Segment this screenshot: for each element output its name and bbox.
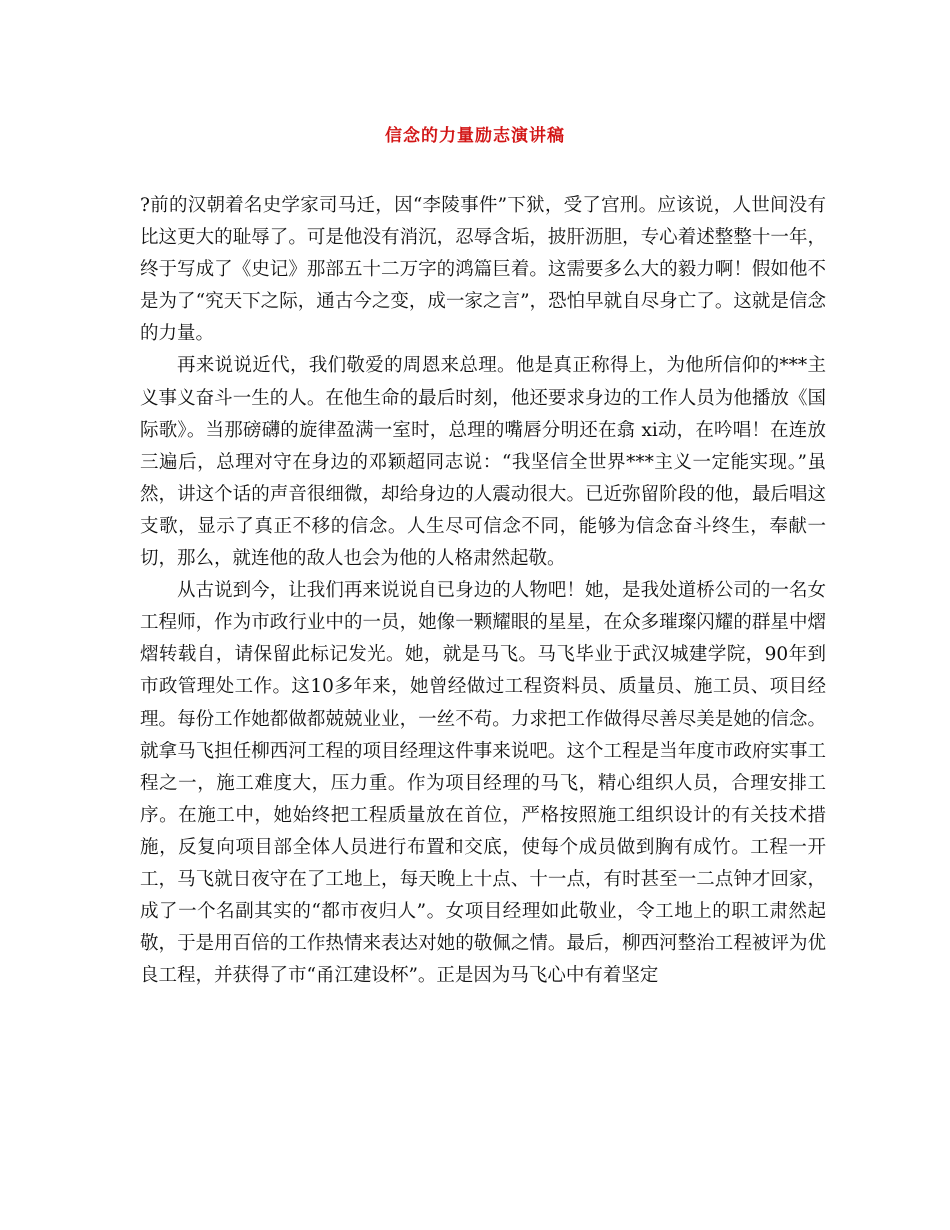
paragraph-2: 再来说说近代，我们敬爱的周恩来总理。他是真正称得上，为他所信仰的***主义事义奋斗一生的人。在他生命的最后时刻，他还要求身边的工作人员为他播放《国际歌》。当那磅礴的旋律盈满一室时，总理的嘴唇分明还在翕 xi动，在吟唱！在连放三遍后，总理对守在身边的邓颖超同志说：“我坚信全世界***主义一定能实现。”虽然，讲这个话的声音很细微，却给身边的人震动很大。已近弥留阶段的他，最后唱这支歌，显示了真正不移的信念。人生尽可信念不同，能够为信念奋斗终生，奉献一切，那么，就连他的敌人也会为他的人格肃然起敬。	[140, 355, 826, 570]
document-title: 信念的力量励志演讲稿	[385, 126, 565, 146]
paragraph-3: 从古说到今，让我们再来说说自已身边的人物吧！她，是我处道桥公司的一名女工程师，作为市政行业中的一员，她像一颗耀眼的星星，在众多璀璨闪耀的群星中熠熠转载自，请保留此标记发光。她，就是马飞。马飞毕业于武汉城建学院，90年到市政管理处工作。这10多年来，她曾经做过工程资料员、质量员、施工员、项目经理。每份工作她都做都兢兢业业，一丝不苟。力求把工作做得尽善尽美是她的信念。就拿马飞担任柳西河工程的项目经理这件事来说吧。这个工程是当年度市政府实事工程之一，施工难度大，压力重。作为项目经理的马飞，精心组织人员，合理安排工序。在施工中，她始终把工程质量放在首位，严格按照施工组织设计的有关技术措施，反复向项目部全体人员进行布置和交底，使每个成员做到胸有成竹。工程一开工，马飞就日夜守在了工地上，每天晚上十点、十一点，有时甚至一二点钟才回家，成了一个名副其实的“都市夜归人”。女项目经理如此敬业，令工地上的职工肃然起敬，于是用百倍的工作热情来表达对她的敬佩之情。最后，柳西河整治工程被评为优良工程，并获得了市“甬江建设杯”。正是因为马飞心中有着坚定	[140, 580, 826, 987]
document-body	[140, 190, 826, 992]
paragraph-1: ?前的汉朝着名史学家司马迁，因“李陵事件”下狱，受了宫刑。应该说，人世间没有比这更大的耻辱了。可是他没有消沉，忍辱含垢，披肝沥胆，专心着述整整十一年，终于写成了《史记》那部五十二万字的鸿篇巨着。这需要多么大的毅力啊！假如他不是为了“究天下之际，通古今之变，成一家之言”，恐怕早就自尽身亡了。这就是信念的力量。	[140, 195, 826, 345]
